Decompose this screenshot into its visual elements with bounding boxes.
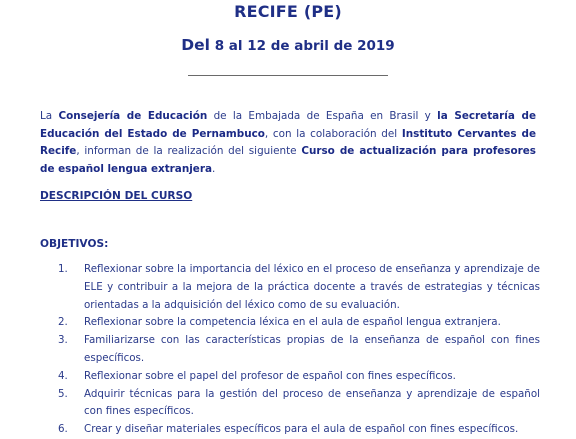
- list-item-number: 5.: [58, 387, 68, 400]
- date-prefix: Del: [181, 36, 210, 54]
- list-item: [40, 261, 540, 314]
- intro-bold-cervantes: Instituto Cervantes de Recife: [40, 127, 536, 157]
- description-heading: DESCRIPCIÓN DEL CURSO: [40, 190, 193, 202]
- intro-paragraph: [40, 108, 536, 178]
- list-item-number: 1.: [58, 263, 68, 275]
- list-item: [40, 368, 540, 386]
- objectives-list: [40, 261, 540, 439]
- divider: [188, 75, 388, 76]
- intro-bold-consejeria: Consejería de Educación: [58, 110, 208, 122]
- date-line: [0, 36, 576, 54]
- intro-text: , con la colaboración del: [264, 127, 402, 140]
- date-text: 8 al 12 de abril de 2019: [214, 38, 395, 54]
- list-item-number: 3.: [58, 334, 68, 347]
- list-item-text: Reflexionar sobre el papel del profesor de español con fines específicos.: [84, 369, 456, 382]
- list-item: [40, 421, 540, 439]
- list-item-text: Crear y diseñar materiales específicos para el aula de español con fines específicos.: [84, 423, 519, 436]
- list-item: [40, 314, 540, 332]
- intro-bold-curso: Curso de actualización para profesores de español lengua extranjera: [40, 145, 536, 175]
- list-item-number: 6.: [58, 423, 68, 436]
- list-item-number: 2.: [58, 316, 68, 329]
- intro-text: de la Embajada de España en Brasil y: [207, 110, 438, 122]
- intro-text: .: [211, 162, 216, 175]
- intro-text: , informan de la realización del siguiente: [76, 145, 302, 157]
- list-item-text: Reflexionar sobre la importancia del léxico en el proceso de enseñanza y aprendizaje de ELE y contribuir a la mejora de la práctica docente a través de estrategias y técnicas orientadas a la adquisición del léxico como de su evaluación.: [84, 263, 540, 311]
- list-item: [40, 386, 540, 422]
- city-title: RECIFE (PE): [234, 2, 342, 21]
- list-item: [40, 332, 540, 368]
- intro-bold-secretaria: la Secretaría de Educación del Estado de Pernambuco: [40, 110, 536, 140]
- list-item-text: Familiarizarse con las características propias de la enseñanza de español con fines específicos.: [84, 334, 540, 364]
- list-item-number: 4.: [58, 369, 68, 382]
- objectives-heading: OBJETIVOS:: [40, 238, 109, 250]
- intro-text: La: [40, 110, 59, 122]
- list-item-text: Adquirir técnicas para la gestión del proceso de enseñanza y aprendizaje de español con fines específicos.: [84, 387, 540, 418]
- list-item-text: Reflexionar sobre la competencia léxica en el aula de español lengua extranjera.: [84, 316, 501, 329]
